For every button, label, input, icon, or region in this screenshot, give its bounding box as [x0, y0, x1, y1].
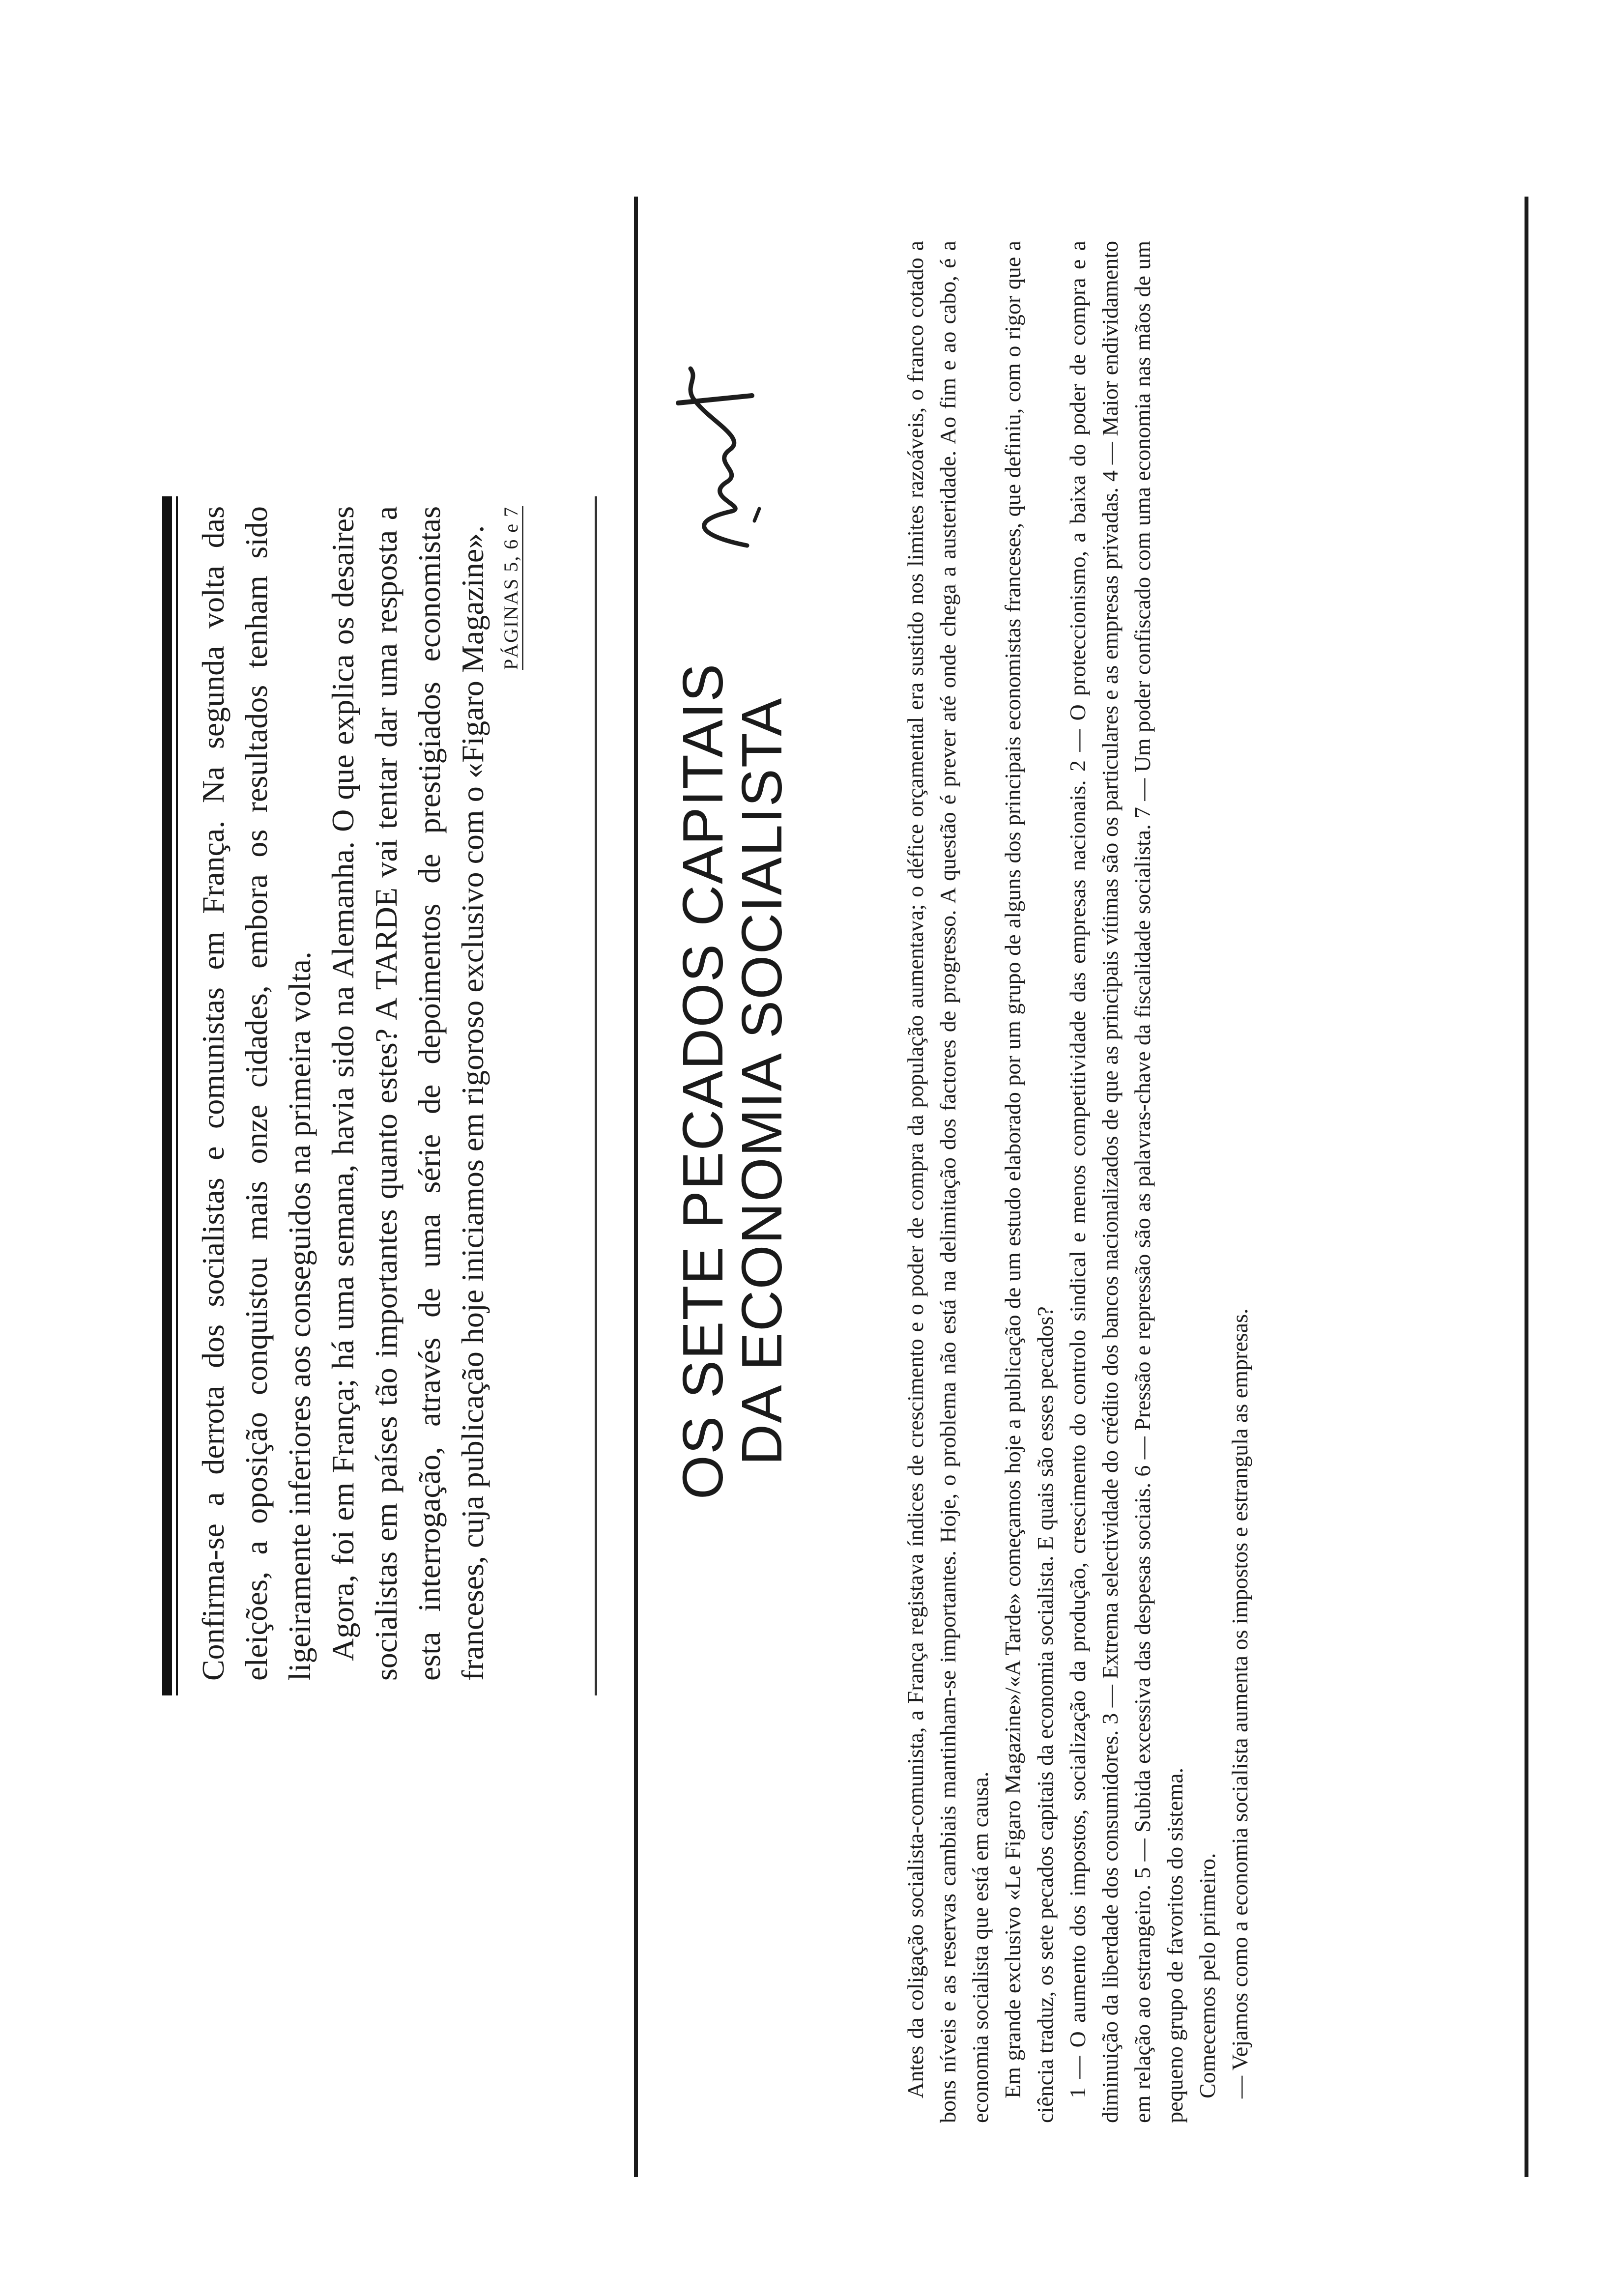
intro-paragraph-1: Confirma-se a derrota dos socialistas e comunistas em França. Na segunda volta das eleições, a oposição conquistou mais onze cidades, embora os resultados tenham sido ligeiramente inferiores aos conseguidos na primeira volta. — [196, 506, 317, 1681]
article-box — [634, 197, 1528, 2177]
article-paragraph-2: Em grande exclusivo «Le Figaro Magazine»/«A Tarde» começamos hoje a publicação de um estudo elaborado por um grupo de alguns dos principais economistas franceses, que definiu, com o rigor que a ciência traduz, os sete pecados capitais da economia socialista. E quais são esses pecados? — [1000, 241, 1058, 2123]
intro-column — [192, 506, 522, 1681]
top-clipping — [162, 491, 604, 1695]
handwritten-tick-icon — [663, 373, 762, 423]
article-paragraph-3: 1 — O aumento dos impostos, socialização da produção, crescimento do controlo sindical e menos competitividade das empresas nacionais. 2 — O proteccionismo, a baixa do poder de compra e a diminuição da liberdade dos consumidores. 3 — Extrema selectividade do crédito dos bancos nacionalizados de que as principais vítimas são os particulares e as empresas privadas. 4 — Maior endividamento em relação ao estrangeiro. 5 — Subida excessiva das despesas sociais. 6 — Pressão e repressão são as palavras-chave da fiscalidade socialista. 7 — Um poder confiscado com uma economia nas mãos de um pequeno grupo de favoritos do sistema. — [1065, 241, 1187, 2123]
article-frame-edge — [1525, 197, 1528, 2177]
article-paragraph-4: Comecemos pelo primeiro. — [1195, 1853, 1220, 2098]
top-rule-thick — [162, 496, 172, 1695]
article-headline — [671, 369, 794, 1794]
article-body — [899, 241, 1256, 2123]
pages-reference-text: PÁGINAS 5, 6 e 7 — [500, 506, 523, 670]
article-paragraph-1: Antes da coligação socialista-comunista, a França registava índices de crescimento e o poder de compra da população aumentava; o défice orçamental era sustido nos limites razoáveis, o franco cotado a bons níveis e as reservas cambiais mantinham-se importantes. Hoje, o problema não está na delimitação dos factores de progresso. A questão é prever até onde chega a austeridade. Ao fim e ao cabo, é a economia socialista que está em causa. — [903, 241, 993, 2123]
pages-reference — [499, 506, 522, 1681]
article-paragraph-5: — Vejamos como a economia socialista aumenta os impostos e estrangula as empresas. — [1227, 1308, 1252, 2098]
headline-line-1: OS SETE PECADOS CAPITAIS — [671, 662, 735, 1500]
top-rule-thin — [176, 496, 178, 1695]
bottom-rule — [595, 496, 597, 1695]
intro-paragraph-2: Agora, foi em França; há uma semana, havia sido na Alemanha. O que explica os desaires socialistas em países tão importantes quanto estes? A TARDE vai tentar dar uma resposta a esta interrogação, através de uma série de depoimentos de prestigiados economistas franceses, cuja publicação hoje iniciamos em rigoroso exclusivo com o «Figaro Magazine». — [325, 506, 490, 1681]
article-frame-edge — [634, 197, 638, 2177]
headline-line-2: DA ECONOMIA SOCIALISTA — [730, 697, 794, 1465]
